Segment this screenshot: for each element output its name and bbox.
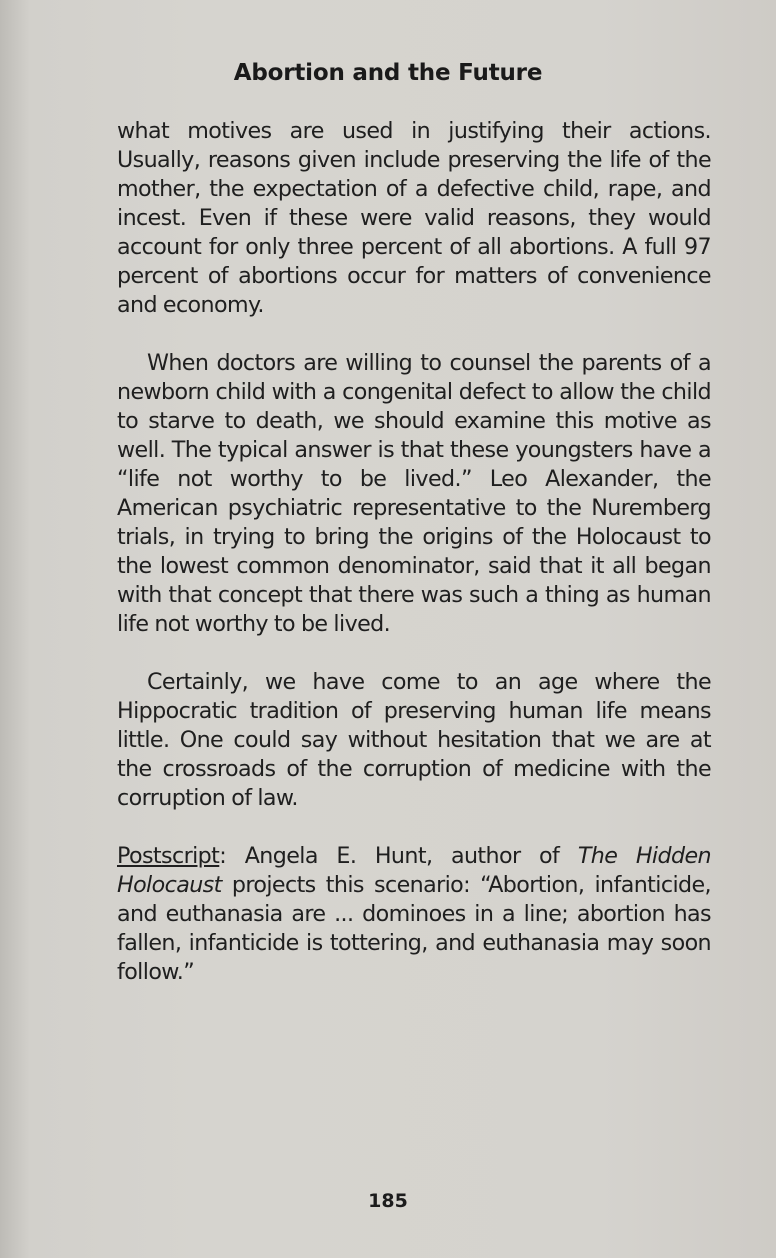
postscript-lead: : Angela E. Hunt, author of bbox=[219, 843, 578, 869]
paragraph-newborn: When doctors are willing to counsel the parents of a newborn child with a congenital defect to allow the child to starve to death, we should examine this motive as well. The typical answer is that these youngsters have a “life not worthy to be lived.” Leo Alexander, the American psychiatric representative to the Nuremberg trials, in trying to bring the origins of the Holocaust to the lowest common denominator, said that it all began with that concept that there was such a thing as human life not worthy to be lived. bbox=[117, 350, 711, 637]
postscript-rest: projects this scenario: “Abortion, infanticide, and euthanasia are ... dominoes in a line; abortion has fallen, infanticide is tottering, and euthanasia may soon follow.” bbox=[117, 872, 711, 985]
running-head-title: Abortion and the Future bbox=[233, 60, 543, 86]
paragraph-hippocratic: Certainly, we have come to an age where the Hippocratic tradition of preserving human life means little. One could say without hesitation that we are at the crossroads of the corruption of medicine with the corruption of law. bbox=[117, 669, 711, 811]
book-title: The Hidden Holocaust bbox=[117, 843, 711, 898]
page-number: 185 bbox=[368, 1190, 408, 1212]
paragraph-motives: what motives are used in justifying their actions. Usually, reasons given include preserving the life of the mother, the expectation of a defective child, rape, and incest. Even if these were valid reasons, they would account for only three percent of all abortions. A full 97 percent of abortions occur for matters of convenience and economy. bbox=[117, 118, 711, 318]
body-text bbox=[117, 117, 711, 1016]
postscript-label: Postscript bbox=[117, 843, 220, 869]
paragraph-postscript bbox=[117, 842, 711, 987]
